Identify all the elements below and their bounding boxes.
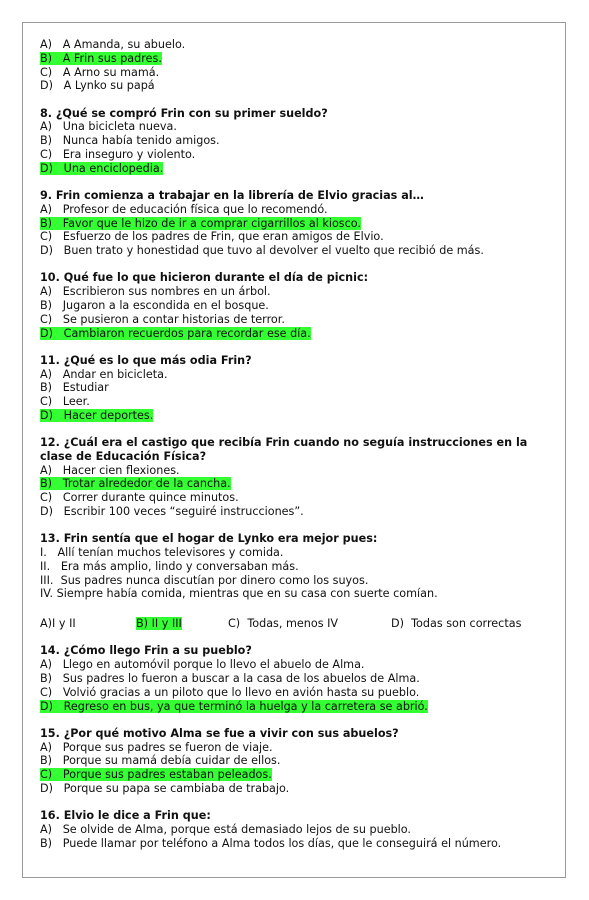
question-title: 15. ¿Por qué motivo Alma se fue a vivir con sus abuelos? xyxy=(40,726,399,740)
option-7-d: D) A Lynko su papá xyxy=(40,79,155,93)
question-14 xyxy=(40,644,556,713)
question-title: 8. ¿Qué se compró Frin con su primer sueldo? xyxy=(40,106,328,120)
choice-row xyxy=(40,617,556,631)
option-d: D) Escribir 100 veces “seguiré instrucciones”. xyxy=(40,505,304,519)
option-b-answer: B) Favor que le hizo de ir a comprar cigarrillos al kiosco. xyxy=(40,216,361,230)
question-9 xyxy=(40,189,556,258)
option-c-answer: C) Porque sus padres estaban peleados. xyxy=(40,768,272,782)
question-title: 9. Frin comienza a trabajar en la librería de Elvio gracias al… xyxy=(40,188,424,202)
question-title: 10. Qué fue lo que hicieron durante el día de picnic: xyxy=(40,271,369,285)
option-d-answer: D) Regreso en bus, ya que terminó la huelga y la carretera se abrió. xyxy=(40,699,428,713)
question-10 xyxy=(40,271,556,340)
option-d-answer: D) Cambiaron recuerdos para recordar ese día. xyxy=(40,326,311,340)
question-11 xyxy=(40,354,556,423)
option-a: A) Llego en automóvil porque lo llevo el abuelo de Alma. xyxy=(40,658,365,672)
question-15 xyxy=(40,727,556,796)
option-c: C) Era inseguro y violento. xyxy=(40,147,196,161)
question-title: 14. ¿Cómo llego Frin a su pueblo? xyxy=(40,644,252,658)
choice-c: C) Todas, menos IV xyxy=(228,617,339,631)
statement-iii: III. Sus padres nunca discutían por dinero como los suyos. xyxy=(40,573,369,587)
option-c: C) Leer. xyxy=(40,395,90,409)
quiz-content xyxy=(40,38,556,864)
option-c: C) Volvió gracias a un piloto que lo llevo en avión hasta su pueblo. xyxy=(40,685,420,699)
question-title: 12. ¿Cuál era el castigo que recibía Frin cuando no seguía instrucciones en la clase de Educación Física? xyxy=(40,436,528,463)
option-b: B) Porque su mamá debía cuidar de ellos. xyxy=(40,754,281,768)
question-8 xyxy=(40,107,556,176)
option-b-answer: B) Trotar alrededor de la cancha. xyxy=(40,477,231,491)
option-a: A) Escribieron sus nombres en un árbol. xyxy=(40,285,271,299)
question-16 xyxy=(40,809,556,850)
choice-a: A)I y II xyxy=(40,617,76,631)
option-b: B) Jugaron a la escondida en el bosque. xyxy=(40,298,269,312)
option-d-answer: D) Hacer deportes. xyxy=(40,408,154,422)
question-13 xyxy=(40,532,556,631)
option-a: A) Se olvide de Alma, porque está demasiado lejos de su pueblo. xyxy=(40,822,411,836)
option-a: A) Profesor de educación física que lo recomendó. xyxy=(40,202,328,216)
option-b: B) Puede llamar por teléfono a Alma todos los días, que le conseguirá el número. xyxy=(40,836,502,850)
statement-iv: IV. Siempre había comida, mientras que en su casa con suerte comían. xyxy=(40,587,438,601)
option-a: A) Porque sus padres se fueron de viaje. xyxy=(40,740,273,754)
option-d-answer: D) Una enciclopedia. xyxy=(40,161,164,175)
question-12 xyxy=(40,436,556,519)
option-b: B) Nunca había tenido amigos. xyxy=(40,134,220,148)
question-title: 11. ¿Qué es lo que más odia Frin? xyxy=(40,353,252,367)
option-b: B) Sus padres lo fueron a buscar a la casa de los abuelos de Alma. xyxy=(40,672,420,686)
option-b: B) Estudiar xyxy=(40,381,109,395)
option-d: D) Porque su papa se cambiaba de trabajo. xyxy=(40,781,290,795)
statement-i: I. Allí tenían muchos televisores y comida. xyxy=(40,546,284,560)
option-d: D) Buen trato y honestidad que tuvo al devolver el vuelto que recibió de más. xyxy=(40,244,484,258)
option-c: C) Se pusieron a contar historias de terror. xyxy=(40,312,285,326)
statement-ii: II. Era más amplio, lindo y conversaban más. xyxy=(40,559,299,573)
option-c: C) Esfuerzo de los padres de Frin, que eran amigos de Elvio. xyxy=(40,230,384,244)
choice-d: D) Todas son correctas xyxy=(391,617,522,631)
question-7-options xyxy=(40,38,556,93)
option-a: A) Hacer cien flexiones. xyxy=(40,463,180,477)
option-7-a: A) A Amanda, su abuelo. xyxy=(40,38,186,51)
option-a: A) Andar en bicicleta. xyxy=(40,367,168,381)
option-7-c: C) A Arno su mamá. xyxy=(40,65,160,79)
question-title: 13. Frin sentía que el hogar de Lynko era mejor pues: xyxy=(40,532,378,546)
question-title: 16. Elvio le dice a Frin que: xyxy=(40,809,211,823)
choice-b-answer: B) II y III xyxy=(136,617,182,631)
option-c: C) Correr durante quince minutos. xyxy=(40,491,239,505)
option-7-b: B) A Frin sus padres. xyxy=(40,51,162,65)
option-a: A) Una bicicleta nueva. xyxy=(40,120,177,134)
